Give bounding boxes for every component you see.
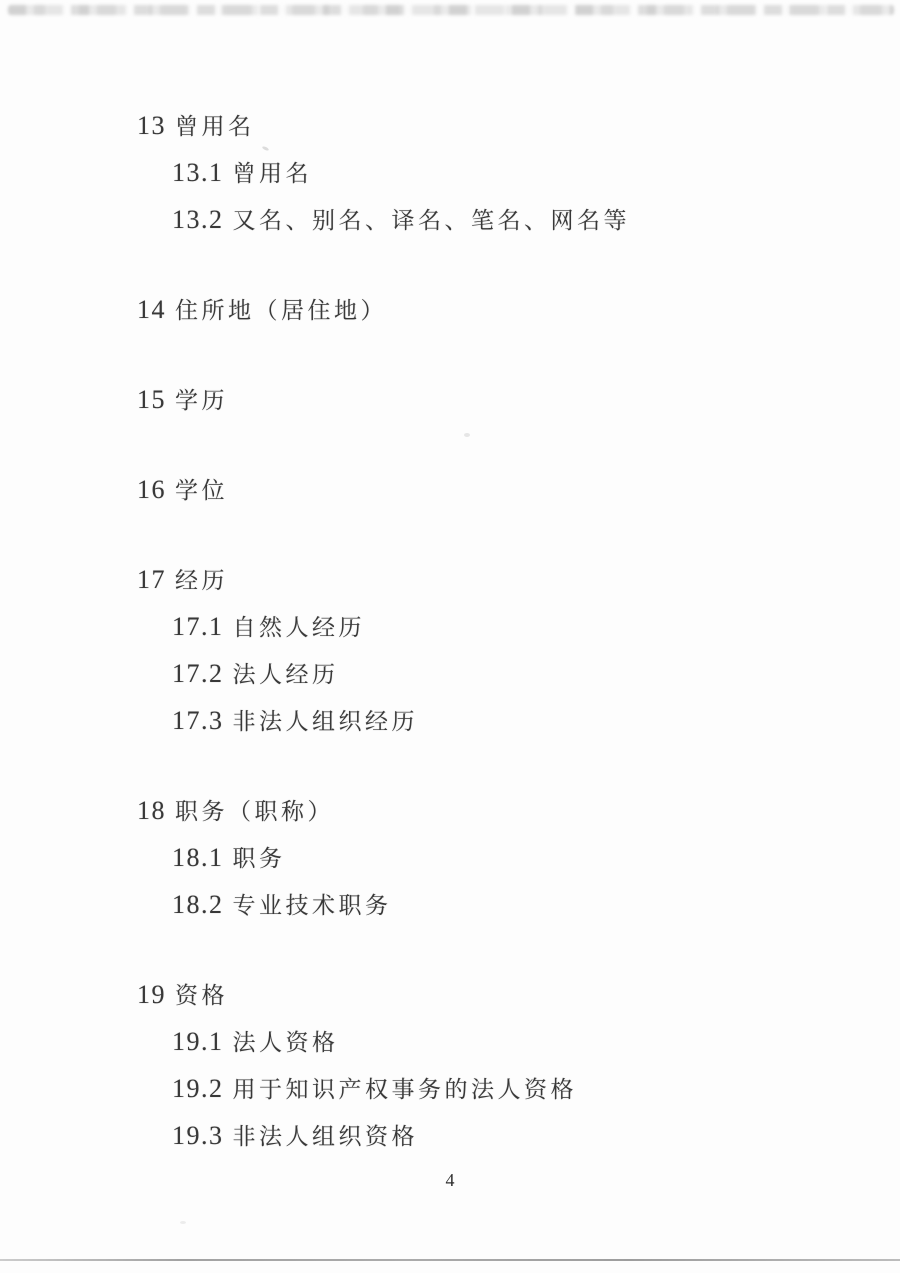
outline-item-18.1 [0,840,900,887]
item-number: 18 [137,796,166,825]
item-number: 19.3 [172,1121,224,1150]
outline-item-18 [0,793,900,840]
item-number: 17 [137,565,166,594]
outline-group [0,382,900,429]
item-text: 职务（职称） [175,799,334,824]
page-number: 4 [445,1170,455,1190]
outline-item-19.3 [0,1118,900,1165]
item-number: 13.1 [172,158,224,187]
item-text: 住所地（居住地） [175,298,387,323]
scan-speck [180,1221,186,1224]
item-text: 专业技术职务 [232,893,392,918]
item-text: 非法人组织资格 [232,1124,418,1149]
item-number: 17.2 [172,659,224,688]
item-number: 14 [137,295,166,324]
item-number: 17.1 [172,612,224,641]
outline-item-16 [0,472,900,519]
item-text: 职务 [232,846,286,871]
outline-group [0,793,900,934]
item-text: 学历 [175,388,228,413]
outline-item-13 [0,108,900,155]
item-text: 法人资格 [232,1030,339,1055]
item-number: 19 [137,980,166,1009]
item-text: 非法人组织经历 [232,709,418,734]
item-number: 13.2 [172,205,224,234]
item-text: 学位 [175,478,228,503]
scan-noise-artifact [8,5,894,15]
item-number: 16 [137,475,166,504]
item-text: 经历 [175,568,228,593]
item-text: 自然人经历 [232,615,365,640]
scan-speck [464,433,470,437]
outline-item-14 [0,292,900,339]
outline-item-19.2 [0,1071,900,1118]
outline-item-13.1 [0,155,900,202]
outline-group [0,292,900,339]
outline-item-13.2 [0,202,900,249]
item-text: 资格 [175,983,228,1008]
outline-group [0,977,900,1165]
item-text: 曾用名 [232,161,312,186]
outline-item-15 [0,382,900,429]
item-text: 法人经历 [232,662,339,687]
outline-group [0,472,900,519]
outline-list [0,108,900,1208]
item-number: 18.2 [172,890,224,919]
outline-item-19.1 [0,1024,900,1071]
outline-item-18.2 [0,887,900,934]
item-text: 又名、别名、译名、笔名、网名等 [232,208,630,233]
outline-item-17 [0,562,900,609]
item-number: 17.3 [172,706,224,735]
item-number: 19.2 [172,1074,224,1103]
outline-item-17.3 [0,703,900,750]
outline-item-19 [0,977,900,1024]
outline-item-17.1 [0,609,900,656]
item-number: 15 [137,385,166,414]
item-number: 13 [137,111,166,140]
outline-group [0,108,900,249]
outline-group [0,562,900,750]
item-text: 用于知识产权事务的法人资格 [232,1077,577,1102]
item-number: 18.1 [172,843,224,872]
item-text: 曾用名 [175,114,255,139]
item-number: 19.1 [172,1027,224,1056]
scan-edge-line [0,1259,900,1261]
outline-item-17.2 [0,656,900,703]
